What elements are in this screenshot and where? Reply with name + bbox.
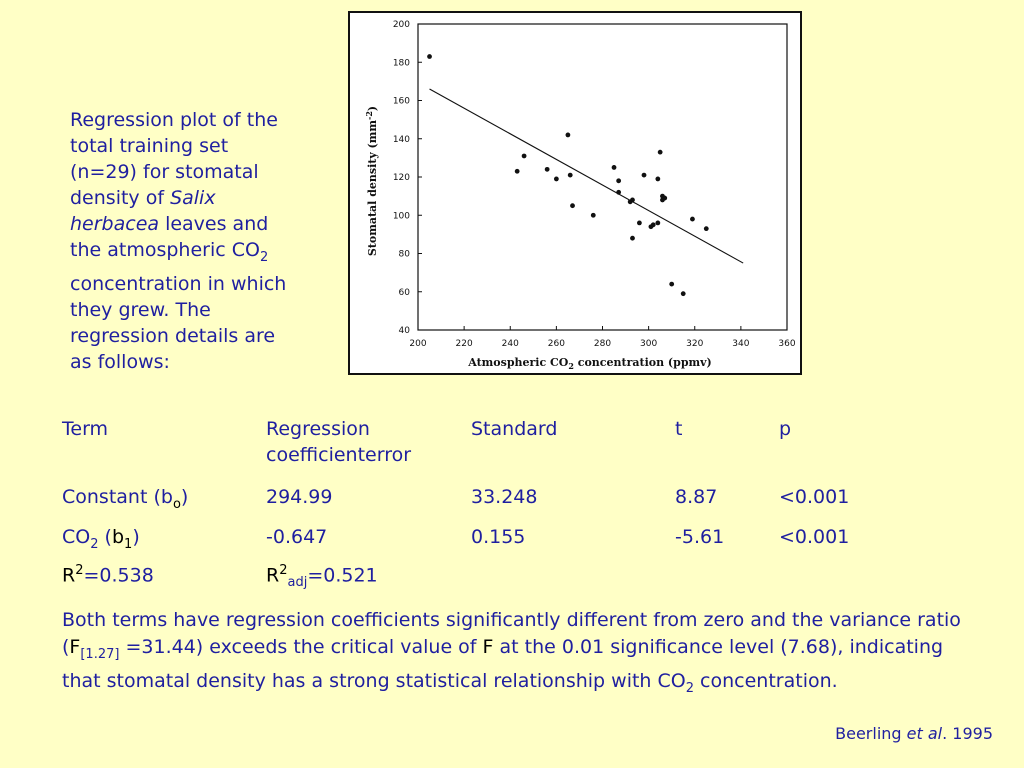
data-point — [669, 282, 674, 287]
se-value: 0.155 — [471, 526, 526, 548]
data-point — [651, 222, 656, 227]
term-constant: Constant $(b_o)$ — [62, 486, 189, 512]
data-point — [681, 291, 686, 296]
regression-line — [430, 89, 744, 263]
t-value: 8.87 — [675, 486, 718, 508]
r-squared: $R^2=0.538$ — [62, 563, 154, 587]
x-tick-label: 300 — [640, 339, 658, 349]
scatter-chart-frame — [348, 11, 802, 375]
data-point — [570, 203, 575, 208]
data-point — [568, 173, 573, 178]
y-tick-label: 200 — [392, 20, 410, 30]
se-value: 33.248 — [471, 486, 538, 508]
y-axis-label: Stomatal density $(mm^{-2})$ — [364, 105, 379, 257]
term-co2: $CO_2$ $(b_1)$ — [62, 526, 140, 552]
data-point — [704, 226, 709, 231]
scatter-chart — [350, 13, 800, 373]
p-value: <0.001 — [779, 486, 850, 508]
x-tick-label: 320 — [686, 339, 704, 349]
x-axis-label: Atmospheric $CO_2$ concentration (ppmv) — [468, 356, 712, 371]
x-tick-label: 280 — [593, 339, 612, 349]
caption-text: leaves and the atmospheric CO — [70, 213, 269, 261]
y-tick-label: 180 — [392, 58, 410, 69]
species-name: Salix herbacea — [70, 187, 216, 235]
x-tick-label: 220 — [455, 339, 473, 349]
header-regression: Regression — [266, 418, 370, 440]
data-point — [658, 150, 663, 155]
x-tick-label: 340 — [732, 339, 750, 349]
data-point — [642, 173, 647, 178]
header-t: t — [675, 418, 683, 440]
header-coefficient-error: coefficienterror — [266, 444, 412, 466]
data-point — [566, 133, 571, 138]
data-point — [637, 221, 642, 226]
x-tick-label: 260 — [547, 339, 565, 349]
y-tick-label: 160 — [392, 96, 410, 107]
data-point — [690, 217, 695, 222]
data-point — [515, 169, 520, 174]
caption-text: concentration in which they grew. The regression details are as follows: — [70, 272, 287, 373]
y-tick-label: 100 — [392, 211, 410, 222]
y-tick-label: 140 — [392, 134, 410, 145]
figure-caption — [70, 107, 300, 375]
data-point — [545, 167, 550, 172]
header-term: Term — [62, 418, 109, 440]
conclusion-paragraph: Both terms have regression coefficients significantly different from zero and the variance ratio $(F_{[1.27]} =31.44)$ exceeds the critical value of F at the 0.01 significance level (7.68), indicating that stomatal density has a strong statistical relationship with $CO_2$ concentration. — [62, 609, 961, 696]
data-point — [655, 177, 660, 182]
y-tick-label: 60 — [398, 287, 410, 298]
data-point — [522, 154, 527, 159]
y-tick-label: 40 — [398, 326, 410, 336]
x-tick-label: 360 — [778, 339, 796, 349]
data-point — [591, 213, 596, 218]
coef-value: 294.99 — [266, 486, 333, 508]
header-standard: Standard — [471, 418, 558, 440]
plot-area-border — [418, 24, 787, 330]
data-point — [612, 165, 617, 170]
data-point — [427, 54, 432, 59]
data-point — [616, 178, 621, 183]
citation: Beerling et al. 1995 — [835, 724, 993, 743]
y-tick-label: 80 — [398, 249, 410, 260]
caption-text: Regression plot of the total training set (n=29) for stomatal density of — [70, 109, 278, 209]
coef-value: -0.647 — [266, 526, 328, 548]
x-tick-label: 240 — [501, 339, 519, 349]
t-value: -5.61 — [675, 526, 725, 548]
x-tick-label: 200 — [409, 339, 427, 349]
subscript: 2 — [259, 249, 269, 265]
r-squared-adj: $R^2_{adj}=0.521$ — [266, 563, 378, 591]
data-point — [630, 236, 635, 241]
data-point — [554, 177, 559, 182]
p-value: <0.001 — [779, 526, 850, 548]
header-p: p — [779, 418, 792, 440]
data-point — [655, 221, 660, 226]
y-tick-label: 120 — [392, 173, 410, 183]
data-point — [662, 196, 667, 201]
